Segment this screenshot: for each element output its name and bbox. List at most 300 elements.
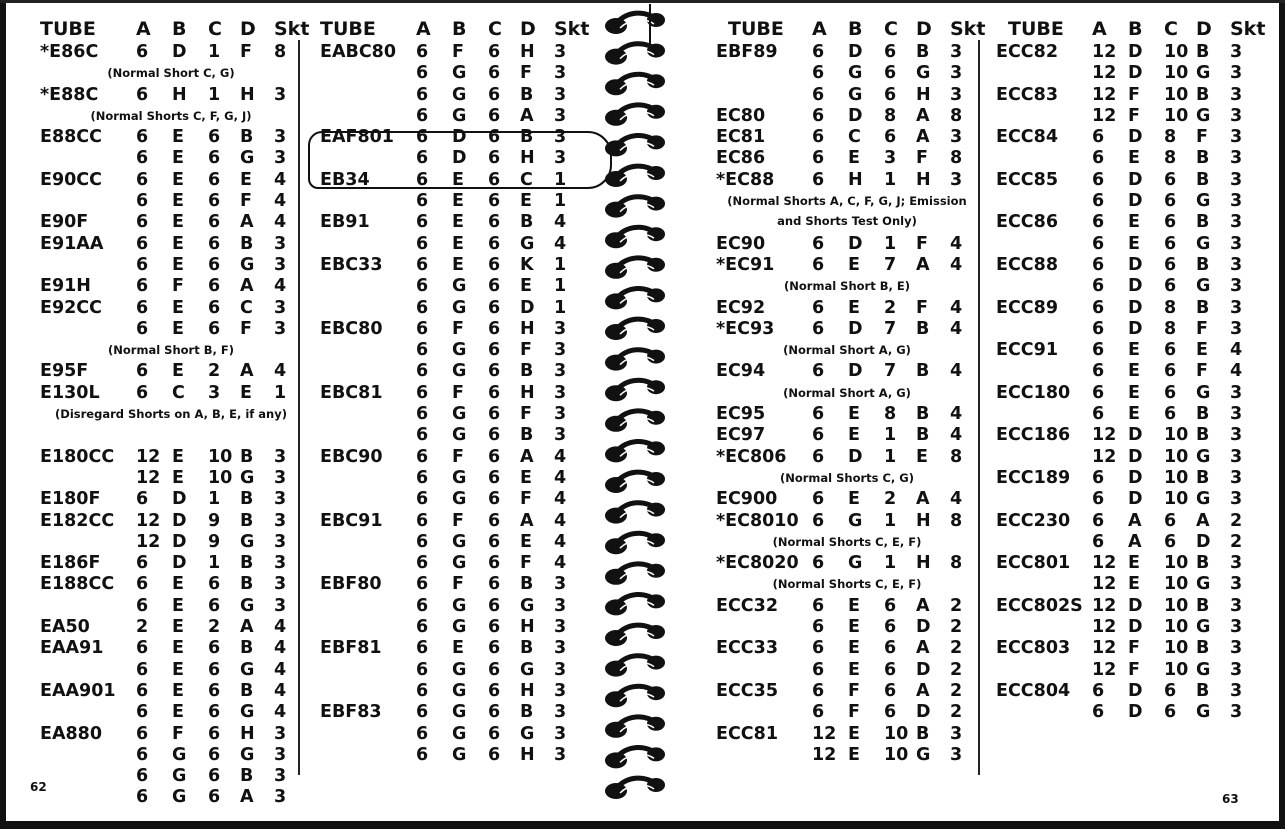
- pin-d: H: [520, 617, 535, 638]
- pin-a: 12: [1092, 42, 1117, 62]
- tube-name: E92CC: [40, 297, 102, 318]
- pin-b: E: [172, 595, 184, 616]
- table-row: [40, 596, 302, 617]
- pin-a: 6: [812, 84, 825, 105]
- pin-c: 6: [208, 169, 221, 190]
- tube-name: EC97: [716, 425, 766, 446]
- socket: 3: [1230, 382, 1243, 403]
- pin-d: B: [916, 318, 930, 339]
- pin-a: 6: [416, 467, 429, 488]
- pin-d: A: [916, 595, 930, 616]
- pin-a: 6: [416, 191, 429, 212]
- pin-d: H: [520, 318, 535, 339]
- pin-b: G: [848, 510, 863, 531]
- pin-a: 6: [136, 638, 149, 659]
- pin-c: 1: [884, 169, 897, 190]
- hand-drawn-highlight-box: [308, 131, 612, 189]
- pin-a: 6: [416, 127, 429, 148]
- pin-a: 6: [416, 361, 429, 382]
- pin-c: 6: [884, 659, 897, 680]
- pin-c: 6: [884, 127, 897, 148]
- pin-b: E: [1128, 340, 1140, 361]
- pin-d: G: [520, 233, 535, 254]
- socket: 2: [950, 659, 963, 680]
- table-row: [320, 276, 586, 297]
- tube-name: ECC83: [996, 84, 1058, 105]
- socket: 3: [950, 723, 963, 744]
- pin-c: 10: [1164, 42, 1189, 62]
- table-row: [320, 489, 586, 510]
- pin-b: G: [452, 489, 467, 510]
- pin-a: 6: [812, 617, 825, 638]
- table-row: [40, 255, 302, 276]
- tube-name: EBF83: [320, 702, 382, 723]
- pin-a: 6: [416, 617, 429, 638]
- table-row: [320, 574, 586, 595]
- pin-b: E: [1128, 148, 1140, 169]
- pin-d: A: [916, 638, 930, 659]
- socket: 8: [950, 148, 963, 169]
- pin-b: G: [452, 531, 467, 552]
- socket: 3: [950, 84, 963, 105]
- table-row: [716, 148, 978, 169]
- pin-a: 6: [812, 638, 825, 659]
- pin-c: 6: [208, 702, 221, 723]
- pin-b: D: [1128, 127, 1143, 148]
- table-row: [996, 298, 1264, 319]
- pin-c: 6: [208, 744, 221, 765]
- table-row: [716, 681, 978, 702]
- pin-b: E: [848, 254, 860, 275]
- socket: 3: [1230, 617, 1243, 638]
- test-note: (Normal Shorts C, E, F): [772, 534, 922, 549]
- table-row: [716, 724, 978, 745]
- socket: 3: [274, 553, 287, 574]
- pin-d: B: [240, 638, 254, 659]
- table-row: [40, 127, 302, 148]
- pin-d: B: [916, 361, 930, 382]
- pin-c: 6: [488, 84, 501, 105]
- socket: 3: [554, 723, 567, 744]
- spiral-ring: [605, 74, 665, 95]
- pin-b: G: [172, 766, 187, 787]
- table-row: [716, 425, 978, 446]
- table-row: [996, 404, 1264, 425]
- pin-d: B: [1196, 638, 1210, 659]
- table-row: [996, 255, 1264, 276]
- pin-c: 10: [1164, 467, 1189, 488]
- pin-d: B: [520, 574, 534, 595]
- pin-a: 6: [812, 659, 825, 680]
- table-row: [40, 319, 302, 340]
- tube-name: ECC802S: [996, 595, 1083, 616]
- pin-c: 10: [884, 723, 909, 744]
- table-row: [996, 212, 1264, 233]
- pin-a: 6: [416, 531, 429, 552]
- pin-d: F: [240, 191, 252, 212]
- pin-b: E: [172, 297, 184, 318]
- socket: 4: [554, 446, 567, 467]
- pin-c: 6: [1164, 191, 1177, 212]
- pin-a: 6: [1092, 510, 1105, 531]
- pin-a: 6: [1092, 702, 1105, 723]
- pin-c: 1: [208, 42, 221, 62]
- pin-c: 6: [488, 318, 501, 339]
- pin-b: F: [848, 680, 860, 701]
- pin-a: 6: [812, 361, 825, 382]
- table-row: [320, 553, 586, 574]
- table-row: [40, 383, 302, 404]
- pin-a: 6: [416, 63, 429, 84]
- pin-a: 6: [416, 318, 429, 339]
- pin-a: 12: [1092, 63, 1117, 84]
- pin-c: 1: [884, 446, 897, 467]
- pin-c: 6: [208, 595, 221, 616]
- pin-d: E: [520, 531, 532, 552]
- pin-a: 12: [136, 510, 161, 531]
- pin-b: G: [452, 297, 467, 318]
- pin-a: 6: [1092, 148, 1105, 169]
- pin-d: G: [520, 659, 535, 680]
- pin-c: 10: [1164, 425, 1189, 446]
- socket: 2: [950, 680, 963, 701]
- page-top-edge: [0, 0, 1285, 3]
- table-row: [996, 489, 1264, 510]
- pin-b: G: [848, 63, 863, 84]
- pin-b: E: [172, 127, 184, 148]
- pin-b: F: [452, 574, 464, 595]
- pin-a: 6: [812, 254, 825, 275]
- pin-b: G: [452, 361, 467, 382]
- spiral-ring: [605, 227, 665, 248]
- pin-d: G: [916, 63, 931, 84]
- pin-c: 6: [488, 404, 501, 425]
- pin-a: 6: [136, 595, 149, 616]
- pin-c: 6: [488, 191, 501, 212]
- tube-name: ECC230: [996, 510, 1071, 531]
- pin-c: 6: [208, 787, 221, 808]
- page-number-right: 63: [1222, 792, 1239, 806]
- pin-d: F: [240, 42, 252, 62]
- header-skt: Skt: [950, 18, 986, 40]
- pin-a: 12: [1092, 595, 1117, 616]
- pin-b: D: [172, 489, 187, 510]
- pin-c: 10: [1164, 63, 1189, 84]
- pin-d: E: [240, 382, 252, 403]
- tube-name: ECC32: [716, 595, 778, 616]
- tube-name: ECC81: [716, 723, 778, 744]
- pin-b: A: [1128, 510, 1142, 531]
- pin-b: E: [172, 617, 184, 638]
- pin-b: E: [452, 233, 464, 254]
- tube-name: *EC91: [716, 254, 775, 275]
- pin-b: G: [848, 84, 863, 105]
- pin-a: 6: [1092, 467, 1105, 488]
- tube-name: ECC86: [996, 212, 1058, 233]
- pin-d: G: [1196, 276, 1211, 297]
- pin-d: D: [916, 702, 931, 723]
- pin-b: E: [1128, 404, 1140, 425]
- pin-c: 3: [884, 148, 897, 169]
- pin-a: 6: [1092, 212, 1105, 233]
- pin-d: D: [916, 659, 931, 680]
- pin-a: 6: [812, 127, 825, 148]
- socket: 3: [1230, 595, 1243, 616]
- pin-a: 6: [416, 382, 429, 403]
- socket: 3: [1230, 63, 1243, 84]
- pin-a: 6: [416, 148, 429, 169]
- table-row: [40, 468, 302, 489]
- tube-name: ECC189: [996, 467, 1071, 488]
- pin-a: 6: [812, 169, 825, 190]
- socket: 2: [950, 595, 963, 616]
- table-row: [320, 63, 586, 84]
- pin-c: 6: [208, 638, 221, 659]
- pin-b: E: [172, 574, 184, 595]
- table-row: [40, 148, 302, 169]
- tube-column-4: [996, 18, 1264, 724]
- pin-c: 8: [1164, 148, 1177, 169]
- pin-b: D: [848, 105, 863, 126]
- tube-name: EAA901: [40, 680, 116, 701]
- pin-b: F: [1128, 659, 1140, 680]
- table-row: [40, 660, 302, 681]
- table-row: [996, 85, 1264, 106]
- tube-name: ECC85: [996, 169, 1058, 190]
- tube-name: E180F: [40, 489, 101, 510]
- socket: 2: [1230, 510, 1243, 531]
- test-note: (Normal Short A, G): [783, 385, 911, 400]
- spiral-ring: [605, 747, 665, 768]
- pin-b: H: [848, 169, 863, 190]
- pin-c: 6: [208, 191, 221, 212]
- pin-d: E: [916, 446, 928, 467]
- pin-b: E: [172, 446, 184, 467]
- spiral-ring: [605, 380, 665, 401]
- pin-c: 6: [208, 233, 221, 254]
- socket: 4: [554, 233, 567, 254]
- pin-d: B: [916, 723, 930, 744]
- pin-b: E: [452, 191, 464, 212]
- socket: 2: [1230, 531, 1243, 552]
- pin-a: 6: [812, 702, 825, 723]
- pin-a: 6: [812, 105, 825, 126]
- pin-a: 6: [812, 595, 825, 616]
- table-row: [716, 298, 978, 319]
- pin-b: D: [1128, 169, 1143, 190]
- tube-name: E88CC: [40, 127, 102, 148]
- table-row: [320, 660, 586, 681]
- pin-a: 6: [136, 148, 149, 169]
- pin-a: 6: [812, 297, 825, 318]
- table-row: [320, 42, 586, 63]
- tube-table-body: [716, 42, 978, 766]
- tube-name: ECC186: [996, 425, 1071, 446]
- pin-b: F: [452, 382, 464, 403]
- pin-a: 6: [812, 489, 825, 510]
- pin-c: 6: [488, 617, 501, 638]
- socket: 3: [1230, 297, 1243, 318]
- pin-a: 6: [136, 766, 149, 787]
- pin-d: B: [520, 638, 534, 659]
- pin-d: A: [916, 680, 930, 701]
- tube-name: ECC35: [716, 680, 778, 701]
- pin-c: 10: [1164, 105, 1189, 126]
- pin-d: F: [1196, 361, 1208, 382]
- header-b: B: [1128, 18, 1143, 40]
- pin-a: 6: [136, 42, 149, 62]
- pin-c: 6: [884, 595, 897, 616]
- pin-d: F: [916, 233, 928, 254]
- tube-name: EBC91: [320, 510, 383, 531]
- pin-c: 6: [488, 489, 501, 510]
- socket: 3: [274, 531, 287, 552]
- pin-d: K: [520, 254, 534, 275]
- tube-name: EABC80: [320, 42, 397, 62]
- test-note: (Normal Shorts C, F, G, J): [90, 108, 252, 123]
- pin-a: 6: [1092, 340, 1105, 361]
- pin-c: 6: [488, 361, 501, 382]
- pin-b: D: [848, 233, 863, 254]
- header-d: D: [240, 18, 256, 40]
- pin-a: 6: [416, 42, 429, 62]
- pin-d: G: [1196, 702, 1211, 723]
- tube-name: ECC804: [996, 680, 1071, 701]
- pin-d: F: [240, 318, 252, 339]
- pin-d: G: [1196, 446, 1211, 467]
- tube-name: EC95: [716, 404, 766, 425]
- header-b: B: [848, 18, 863, 40]
- pin-a: 6: [136, 361, 149, 382]
- pin-b: C: [172, 382, 185, 403]
- socket: 1: [554, 191, 567, 212]
- pin-c: 6: [1164, 510, 1177, 531]
- pin-b: F: [452, 318, 464, 339]
- table-row: [996, 383, 1264, 404]
- pin-d: H: [916, 553, 931, 574]
- table-row: [716, 553, 978, 574]
- pin-b: D: [452, 127, 467, 148]
- header-c: C: [488, 18, 502, 40]
- pin-b: G: [452, 617, 467, 638]
- table-row: [996, 574, 1264, 595]
- pin-c: 6: [1164, 254, 1177, 275]
- pin-c: 10: [1164, 446, 1189, 467]
- pin-a: 6: [812, 680, 825, 701]
- pin-a: 12: [1092, 425, 1117, 446]
- socket: 3: [950, 63, 963, 84]
- pin-a: 6: [136, 233, 149, 254]
- spiral-ring: [605, 625, 665, 646]
- pin-b: D: [1128, 254, 1143, 275]
- pin-d: H: [520, 382, 535, 403]
- pin-c: 10: [1164, 659, 1189, 680]
- pin-d: B: [1196, 595, 1210, 616]
- pin-c: 6: [488, 446, 501, 467]
- socket: 4: [950, 233, 963, 254]
- table-row: [40, 85, 302, 106]
- spiral-ring: [605, 778, 665, 799]
- socket: 2: [950, 617, 963, 638]
- tube-name: ECC84: [996, 127, 1058, 148]
- tube-name: EC86: [716, 148, 766, 169]
- pin-c: 1: [208, 489, 221, 510]
- pin-d: E: [520, 467, 532, 488]
- pin-c: 6: [488, 638, 501, 659]
- pin-d: A: [1196, 510, 1210, 531]
- pin-a: 6: [136, 382, 149, 403]
- pin-a: 12: [1092, 617, 1117, 638]
- pin-a: 6: [1092, 254, 1105, 275]
- pin-b: E: [452, 254, 464, 275]
- pin-d: F: [520, 489, 532, 510]
- tube-table-body: [40, 42, 302, 809]
- pin-d: B: [1196, 84, 1210, 105]
- pin-a: 12: [1092, 553, 1117, 574]
- pin-b: E: [452, 638, 464, 659]
- pin-b: E: [1128, 233, 1140, 254]
- pin-a: 6: [812, 42, 825, 62]
- tube-name: *EC93: [716, 318, 775, 339]
- socket: 3: [554, 638, 567, 659]
- pin-a: 6: [136, 489, 149, 510]
- pin-b: E: [172, 169, 184, 190]
- table-row: [996, 702, 1264, 723]
- table-row: [996, 553, 1264, 574]
- spiral-ring: [605, 656, 665, 677]
- pin-b: E: [848, 404, 860, 425]
- pin-c: 10: [1164, 489, 1189, 510]
- pin-a: 12: [1092, 574, 1117, 595]
- pin-a: 6: [136, 212, 149, 233]
- pin-c: 6: [488, 595, 501, 616]
- pin-d: B: [520, 212, 534, 233]
- socket: 2: [950, 702, 963, 723]
- pin-b: G: [452, 425, 467, 446]
- pin-a: 6: [812, 148, 825, 169]
- column-divider: [978, 40, 980, 775]
- table-row: [716, 255, 978, 276]
- pin-b: D: [1128, 489, 1143, 510]
- pin-c: 10: [1164, 553, 1189, 574]
- pin-a: 6: [416, 212, 429, 233]
- pin-b: D: [1128, 318, 1143, 339]
- table-row: [320, 319, 586, 340]
- pin-b: F: [1128, 638, 1140, 659]
- table-row: [996, 511, 1264, 532]
- tube-name: E186F: [40, 553, 101, 574]
- pin-b: D: [1128, 595, 1143, 616]
- pin-a: 12: [1092, 105, 1117, 126]
- pin-b: D: [1128, 425, 1143, 446]
- pin-d: B: [1196, 680, 1210, 701]
- socket: 3: [1230, 404, 1243, 425]
- socket: 3: [1230, 425, 1243, 446]
- socket: 3: [274, 446, 287, 467]
- column-divider: [298, 40, 300, 775]
- test-note: (Normal Short A, G): [783, 343, 911, 358]
- tube-name: EBF89: [716, 42, 778, 62]
- table-row: [996, 447, 1264, 468]
- pin-b: F: [172, 276, 184, 297]
- socket: 4: [950, 425, 963, 446]
- table-row: [996, 468, 1264, 489]
- tube-name: E180CC: [40, 446, 115, 467]
- table-row: [320, 617, 586, 638]
- pin-c: 3: [208, 382, 221, 403]
- socket: 3: [1230, 659, 1243, 680]
- table-row: [40, 681, 302, 702]
